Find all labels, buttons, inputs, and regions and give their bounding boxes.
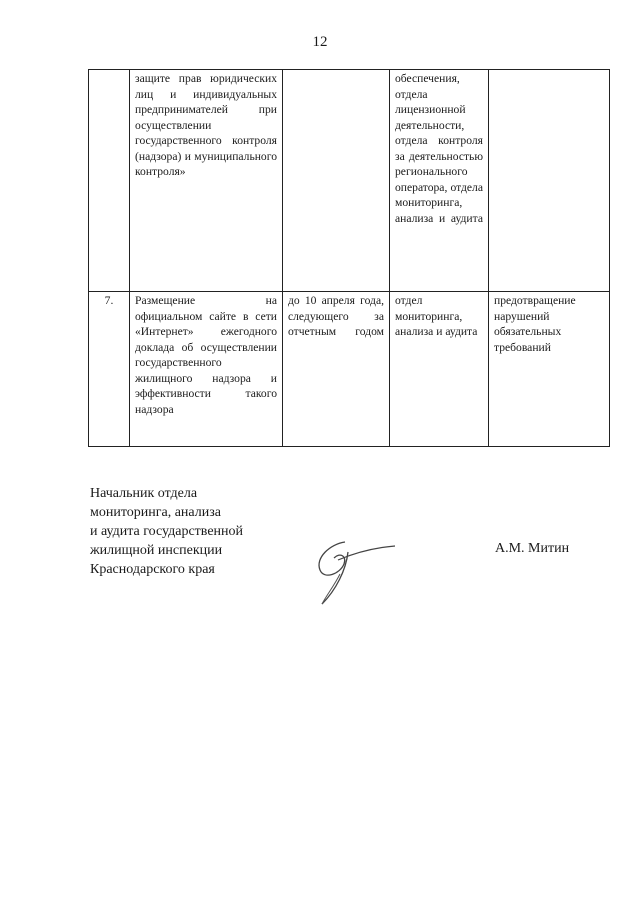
row-number-cell: 7. — [89, 292, 130, 447]
responsible-cell: отдел мониторинга, анализа и аудита — [390, 292, 489, 447]
page-number: 12 — [312, 34, 328, 50]
plan-table — [88, 69, 610, 447]
signer-name: А.М. Митин — [495, 541, 570, 556]
measure-cell: защите прав юридических лиц и индивидуальных предпринимателей при осуществлении государственного контроля (надзора) и муниципального контроля» — [130, 70, 283, 292]
signer-title: Начальник отдела мониторинга, анализа и аудита государственной жилищной инспекции Краснодарского края — [90, 486, 244, 577]
responsible-cell: обеспечения, отдела лицензионной деятельности, отдела контроля за деятельностью регионального оператора, отдела мониторинга, анализа и аудита — [390, 70, 489, 292]
table-row — [89, 70, 610, 292]
table-row — [89, 292, 610, 447]
result-cell — [489, 70, 610, 292]
measure-cell: Размещение на официальном сайте в сети «Интернет» ежегодного доклада об осуществлении государственного жилищного надзора и эффективности такого надзора — [130, 292, 283, 447]
deadline-cell: до 10 апреля года, следующего за отчетным годом — [283, 292, 390, 447]
handwritten-signature — [300, 530, 410, 610]
deadline-cell — [283, 70, 390, 292]
result-cell: предотвращение нарушений обязательных требований — [489, 292, 610, 447]
row-number-cell — [89, 70, 130, 292]
